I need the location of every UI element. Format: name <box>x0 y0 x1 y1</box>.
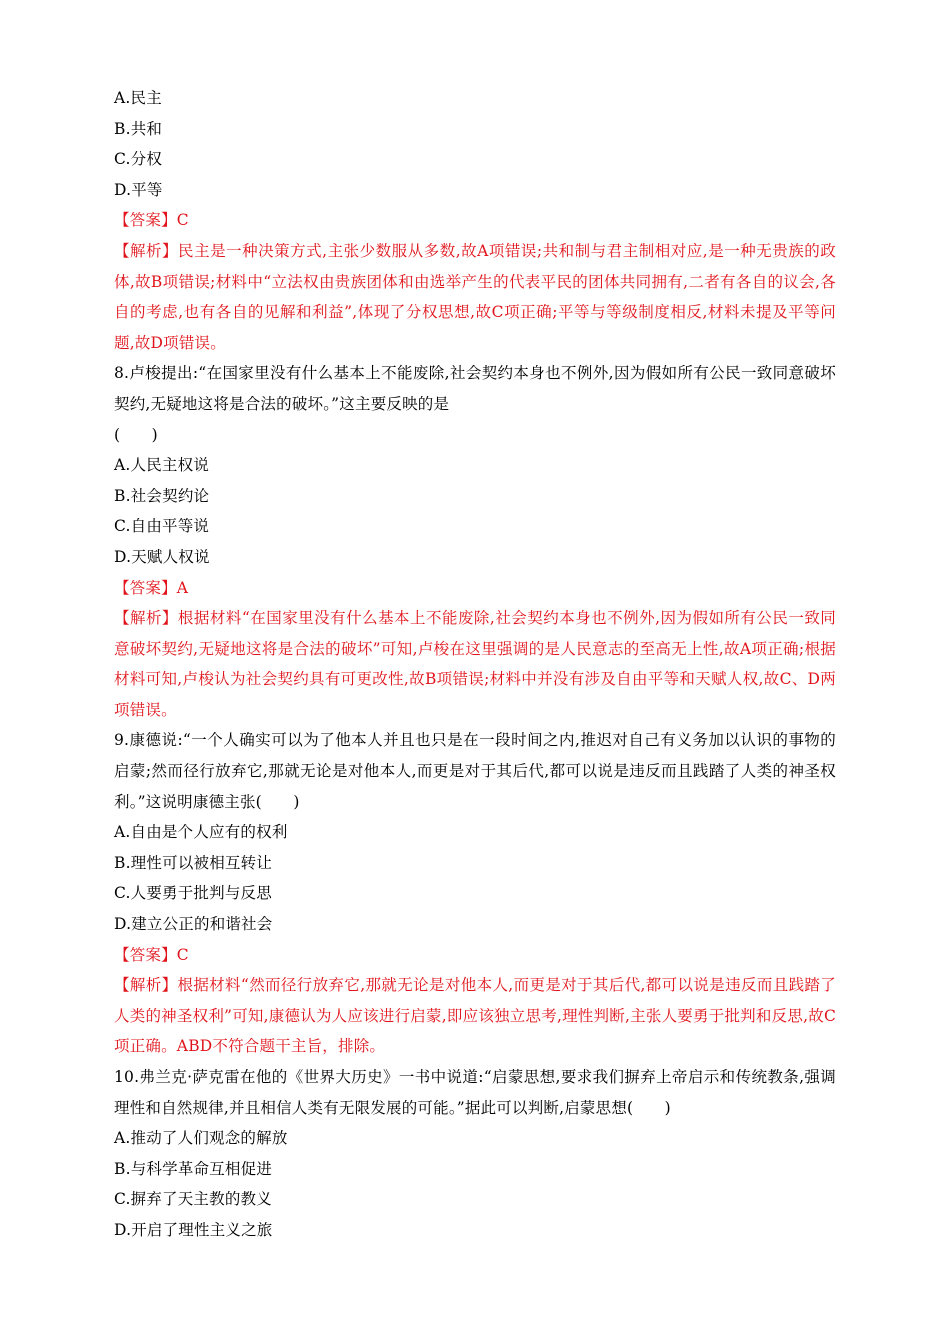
q7-analysis: 【解析】民主是一种决策方式,主张少数服从多数,故A项错误;共和制与君主制相对应,是一种无贵族的政体,故B项错误;材料中“立法权由贵族团体和由选举产生的代表平民的团体共同拥有,二者有各自的议会,各自的考虑,也有各自的见解和利益”,体现了分权思想,故C项正确;平等与等级制度相反,材料未提及平等问题,故D项错误。 <box>114 241 836 352</box>
q7-answer: 【答案】C <box>114 211 189 230</box>
q9-option-a: A.自由是个人应有的权利 <box>114 823 288 842</box>
q8-option-c: C.自由平等说 <box>114 517 210 536</box>
q7-option-b: B.共和 <box>114 119 163 138</box>
q8-answer-paren: ( ) <box>114 425 158 444</box>
q8-option-d: D.天赋人权说 <box>114 547 210 566</box>
q9-stem: 9.康德说:“一个人确实可以为了他本人并且也只是在一段时间之内,推迟对自己有义务加以认识的事物的启蒙;然而径行放弃它,那就无论是对他本人,而更是对于其后代,都可以说是违反而且践踏了人类的神圣权利。”这说明康德主张( ) <box>114 731 836 811</box>
q9-analysis: 【解析】根据材料“然而径行放弃它,那就无论是对他本人,而更是对于其后代,都可以说是违反而且践踏了人类的神圣权利”可知,康德认为人应该进行启蒙,即应该独立思考,理性判断,主张人要勇于批判和反思,故C项正确。ABD不符合题干主旨，排除。 <box>114 976 836 1056</box>
q10-option-c: C.摒弃了天主教的教义 <box>114 1190 272 1209</box>
q8-answer: 【答案】A <box>114 578 189 597</box>
q10-stem: 10.弗兰克·萨克雷在他的《世界大历史》一书中说道:“启蒙思想,要求我们摒弃上帝启示和传统教条,强调理性和自然规律,并且相信人类有无限发展的可能。”据此可以判断,启蒙思想( ) <box>114 1068 836 1117</box>
q9-answer: 【答案】C <box>114 945 189 964</box>
q9-option-b: B.理性可以被相互转让 <box>114 853 273 872</box>
q10-option-d: D.开启了理性主义之旅 <box>114 1220 273 1239</box>
q7-option-c: C.分权 <box>114 150 163 169</box>
q8-option-a: A.人民主权说 <box>114 456 210 475</box>
q7-option-d: D.平等 <box>114 180 163 199</box>
q8-analysis: 【解析】根据材料“在国家里没有什么基本上不能废除,社会契约本身也不例外,因为假如所有公民一致同意破坏契约,无疑地这将是合法的破坏”可知,卢梭在这里强调的是人民意志的至高无上性,故A项正确;根据材料可知,卢梭认为社会契约具有可更改性,故B项错误;材料中并没有涉及自由平等和天赋人权,故C、D两项错误。 <box>114 609 836 719</box>
q10-option-b: B.与科学革命互相促进 <box>114 1159 273 1178</box>
q8-stem: 8.卢梭提出:“在国家里没有什么基本上不能废除,社会契约本身也不例外,因为假如所有公民一致同意破坏契约,无疑地这将是合法的破坏。”这主要反映的是 <box>114 364 836 413</box>
q9-option-c: C.人要勇于批判与反思 <box>114 884 272 903</box>
q9-option-d: D.建立公正的和谐社会 <box>114 915 273 934</box>
q8-option-b: B.社会契约论 <box>114 486 210 505</box>
q10-option-a: A.推动了人们观念的解放 <box>114 1129 288 1148</box>
document-page <box>114 83 836 1246</box>
q7-option-a: A.民主 <box>114 89 162 107</box>
